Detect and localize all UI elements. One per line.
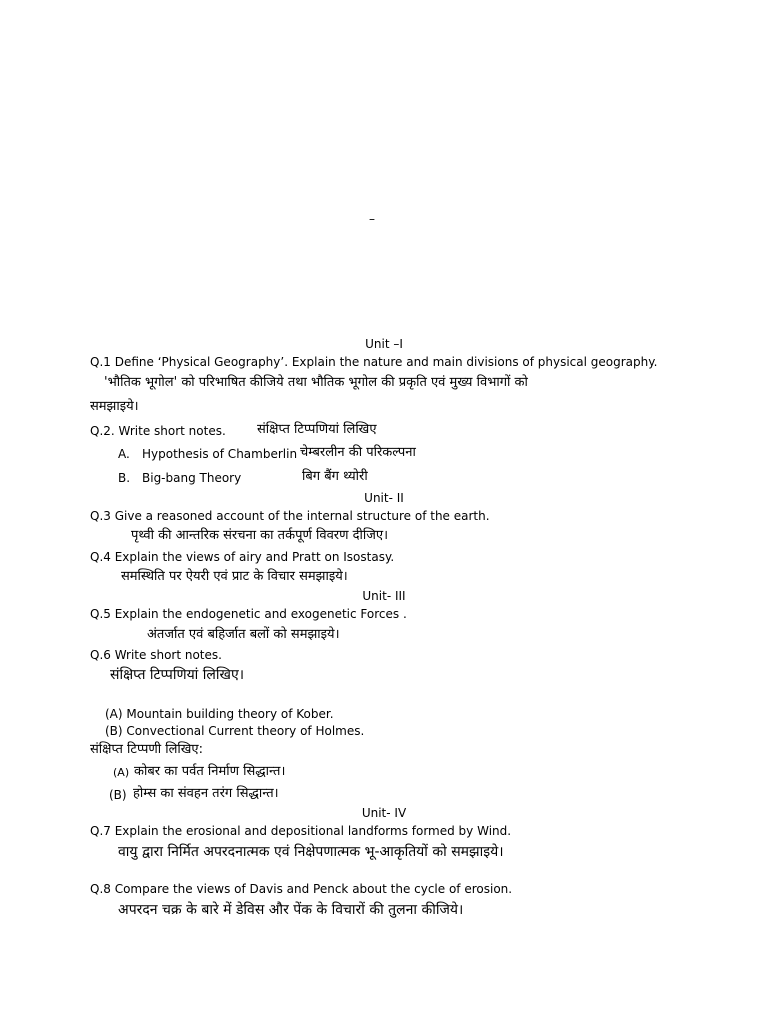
q6-hindi-heading: संक्षिप्त टिप्पणी लिखिए: [90,742,203,757]
q6-item-a-english: (A) Mountain building theory of Kober. [105,707,334,721]
q5-english: Q.5 Explain the endogenetic and exogenetic Forces . [90,607,407,621]
q6-hindi-item-b: होम्स का संवहन तरंग सिद्धान्त। [133,786,279,801]
q2-item-b-hindi: बिग बैंग थ्योरी [302,469,368,484]
q1-english: Q.1 Define ‘Physical Geography’. Explain the nature and main divisions of physical geography. [90,355,658,369]
q1-hindi-line-1: 'भौतिक भूगोल' को परिभाषित कीजिये तथा भौतिक भूगोल की प्रकृति एवं मुख्य विभागों को [104,375,528,390]
q7-english: Q.7 Explain the erosional and depositional landforms formed by Wind. [90,824,512,838]
q8-hindi: अपरदन चक्र के बारे में डेविस और पेंक के विचारों की तुलना कीजिये। [118,902,464,918]
q3-hindi: पृथ्वी की आन्तरिक संरचना का तर्कपूर्ण विवरण दीजिए। [131,528,389,543]
q6-english: Q.6 Write short notes. [90,648,222,662]
q1-hindi-line-2: समझाइये। [90,399,139,414]
q4-english: Q.4 Explain the views of airy and Pratt on Isostasy. [90,550,395,564]
unit-3-heading: Unit- III [362,589,406,603]
q2-item-b-english: Big-bang Theory [142,471,242,485]
q2-item-a-english: Hypothesis of Chamberlin [142,447,298,461]
q6-hindi-item-a-label: (A) [113,766,130,779]
q6-hindi-item-a: कोबर का पर्वत निर्माण सिद्धान्त। [134,764,286,779]
q8-english: Q.8 Compare the views of Davis and Penck about the cycle of erosion. [90,882,513,896]
dash-mark: – [369,212,375,226]
q5-hindi: अंतर्जात एवं बहिर्जात बलों को समझाइये। [147,627,340,642]
unit-4-heading: Unit- IV [361,806,407,820]
q6-item-b-english: (B) Convectional Current theory of Holmes. [105,724,365,738]
q2-english: Q.2. Write short notes. [90,424,226,438]
q3-english: Q.3 Give a reasoned account of the internal structure of the earth. [90,509,490,523]
q6-hindi-item-b-label: (B) [109,788,127,802]
q6-hindi: संक्षिप्त टिप्पणियां लिखिए। [110,667,245,683]
q2-item-a-hindi: चेम्बरलीन की परिकल्पना [300,445,416,460]
q2-item-a-label: A. [118,447,130,461]
unit-1-heading: Unit –I [365,337,403,351]
q4-hindi: समस्थिति पर ऐयरी एवं प्राट के विचार समझाइये। [121,569,348,584]
unit-2-heading: Unit- II [364,491,404,505]
q7-hindi: वायु द्वारा निर्मित अपरदनात्मक एवं निक्षेपणात्मक भू-आकृतियों को समझाइये। [118,844,504,860]
q2-item-b-label: B. [118,471,131,485]
q2-hindi: संक्षिप्त टिप्पणियां लिखिए [257,422,377,437]
